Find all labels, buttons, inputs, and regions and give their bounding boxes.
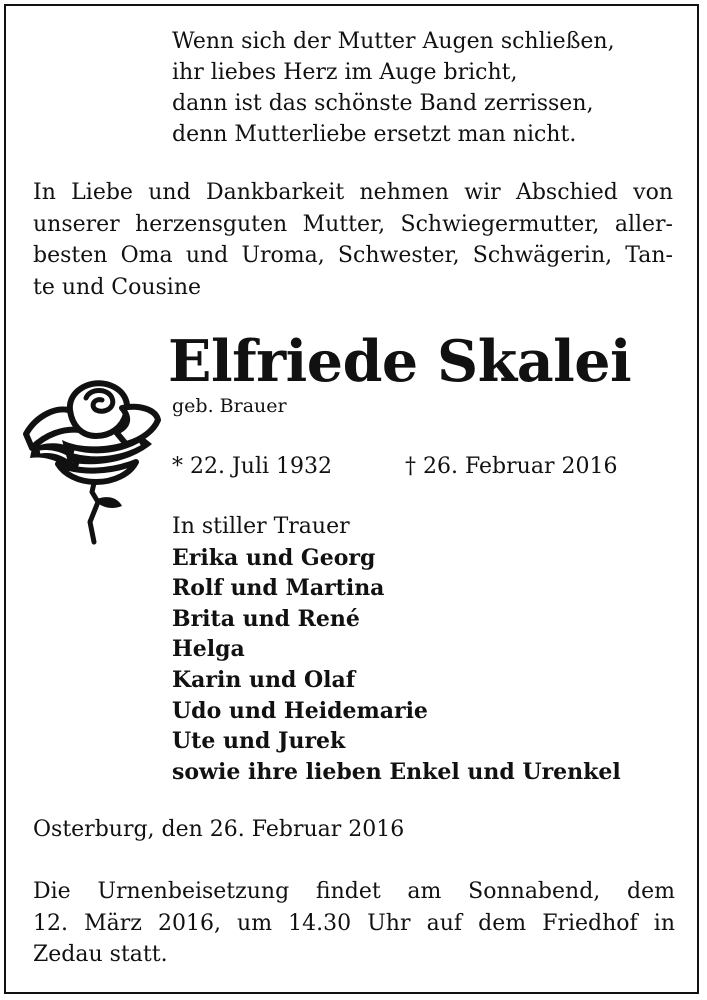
- intro-line: In Liebe und Dankbarkeit nehmen wir Abschied von: [33, 180, 673, 205]
- mourner-name: Helga: [172, 636, 245, 663]
- intro-line: unserer herzensguten Mutter, Schwiegermutter, aller-: [33, 211, 673, 237]
- mourners-lead: In stiller Trauer: [172, 514, 350, 539]
- intro-line: te und Cousine: [33, 274, 202, 300]
- place-date: Osterburg, den 26. Februar 2016: [33, 817, 405, 842]
- mourners-list: [172, 512, 621, 787]
- intro-text: [33, 177, 673, 303]
- poem-line: Wenn sich der Mutter Augen schließen,: [172, 29, 615, 54]
- maiden-name: geb. Brauer: [172, 395, 287, 417]
- burial-info: [33, 876, 675, 971]
- mourner-name: Rolf und Martina: [172, 575, 385, 602]
- mourner-name: Brita und René: [172, 605, 360, 632]
- poem: [172, 26, 615, 150]
- poem-line: dann ist das schönste Band zerrissen,: [172, 91, 594, 116]
- burial-line: Zedau statt.: [33, 942, 168, 967]
- birth-date: * 22. Juli 1932: [172, 454, 333, 479]
- burial-line: Die Urnenbeisetzung findet am Sonnabend, dem: [33, 879, 675, 904]
- mourner-name: Karin und Olaf: [172, 666, 356, 693]
- death-date: † 26. Februar 2016: [405, 454, 618, 479]
- mourner-name: Udo und Heidemarie: [172, 697, 428, 724]
- poem-line: ihr liebes Herz im Auge bricht,: [172, 60, 518, 85]
- burial-line: 12. März 2016, um 14.30 Uhr auf dem Friedhof in: [33, 910, 675, 936]
- rose-icon: [18, 370, 168, 550]
- mourner-name: Ute und Jurek: [172, 728, 346, 755]
- mourner-name: Erika und Georg: [172, 544, 376, 571]
- intro-line: besten Oma und Uroma, Schwester, Schwägerin, Tan-: [33, 243, 673, 268]
- deceased-name: Elfriede Skalei: [168, 328, 632, 395]
- mourner-name: sowie ihre lieben Enkel und Urenkel: [172, 758, 621, 785]
- poem-line: denn Mutterliebe ersetzt man nicht.: [172, 122, 577, 147]
